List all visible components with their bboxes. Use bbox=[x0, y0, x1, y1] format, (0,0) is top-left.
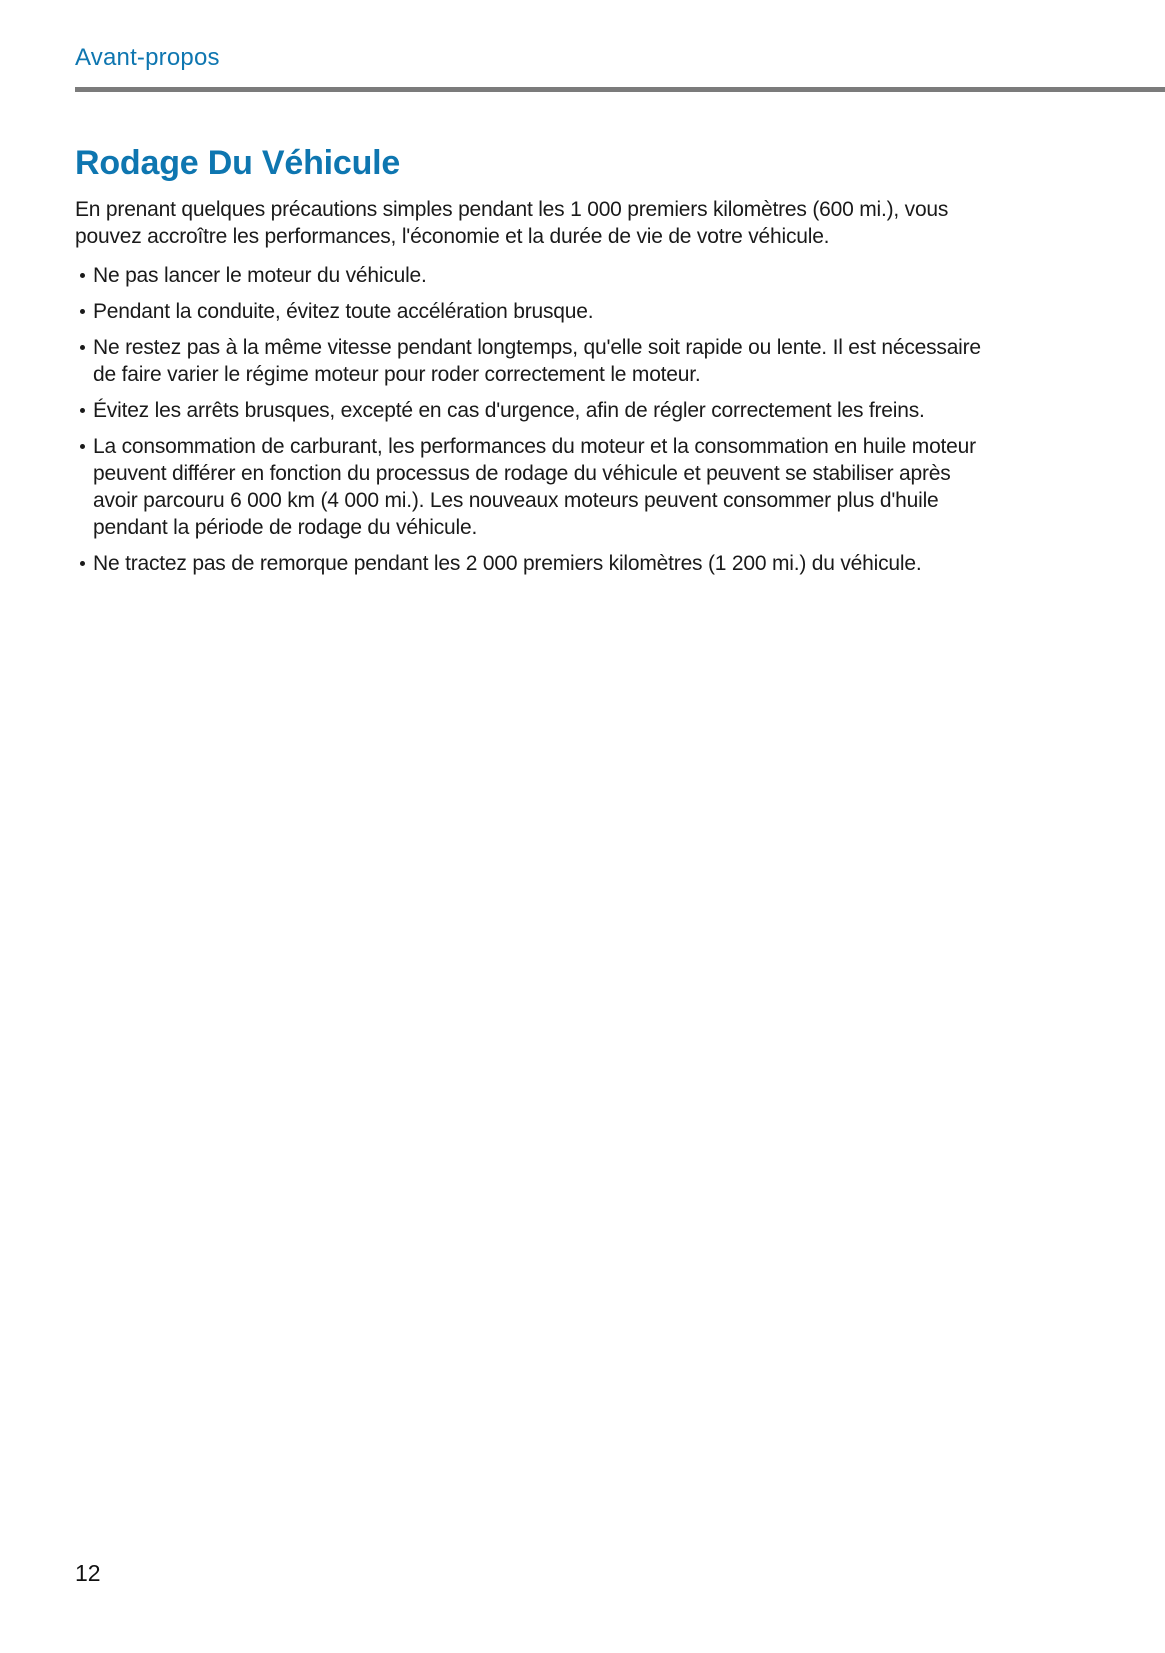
list-item bbox=[75, 262, 990, 289]
page-header bbox=[75, 0, 1165, 72]
bullet-list bbox=[75, 262, 990, 577]
bullet-icon bbox=[80, 408, 85, 413]
bullet-icon bbox=[80, 561, 85, 566]
section-label: Avant-propos bbox=[75, 44, 220, 71]
list-item bbox=[75, 550, 990, 577]
list-item bbox=[75, 433, 990, 541]
list-item-text: Ne pas lancer le moteur du véhicule. bbox=[93, 264, 427, 287]
intro-paragraph: En prenant quelques précautions simples pendant les 1 000 premiers kilomètres (600 mi.), vous pouvez accroître les performances, l'économie et la durée de vie de votre véhicule. bbox=[75, 198, 949, 248]
bullet-icon bbox=[80, 345, 85, 350]
page-number: 12 bbox=[75, 1560, 101, 1586]
list-item-text: Pendant la conduite, évitez toute accélération brusque. bbox=[93, 300, 594, 323]
list-item-text: Ne tractez pas de remorque pendant les 2 000 premiers kilomètres (1 200 mi.) du véhicule. bbox=[93, 552, 922, 575]
list-item bbox=[75, 298, 990, 325]
list-item bbox=[75, 334, 990, 388]
list-item bbox=[75, 397, 990, 424]
page-title: Rodage Du Véhicule bbox=[75, 144, 401, 182]
header-divider bbox=[75, 87, 1165, 92]
list-item-text: La consommation de carburant, les performances du moteur et la consommation en huile moteur peuvent différer en fonction du processus de rodage du véhicule et peuvent se stabiliser après avoir parcouru 6 000 km (4 000 mi.). Les nouveaux moteurs peuvent consommer plus d'huile pendant la période de rodage du véhicule. bbox=[93, 435, 976, 539]
list-item-text: Évitez les arrêts brusques, excepté en cas d'urgence, afin de régler correctement les freins. bbox=[93, 399, 925, 422]
bullet-icon bbox=[80, 273, 85, 278]
page-content bbox=[75, 144, 990, 577]
list-item-text: Ne restez pas à la même vitesse pendant longtemps, qu'elle soit rapide ou lente. Il est nécessaire de faire varier le régime moteur pour roder correctement le moteur. bbox=[93, 336, 981, 386]
bullet-icon bbox=[80, 309, 85, 314]
bullet-icon bbox=[80, 444, 85, 449]
